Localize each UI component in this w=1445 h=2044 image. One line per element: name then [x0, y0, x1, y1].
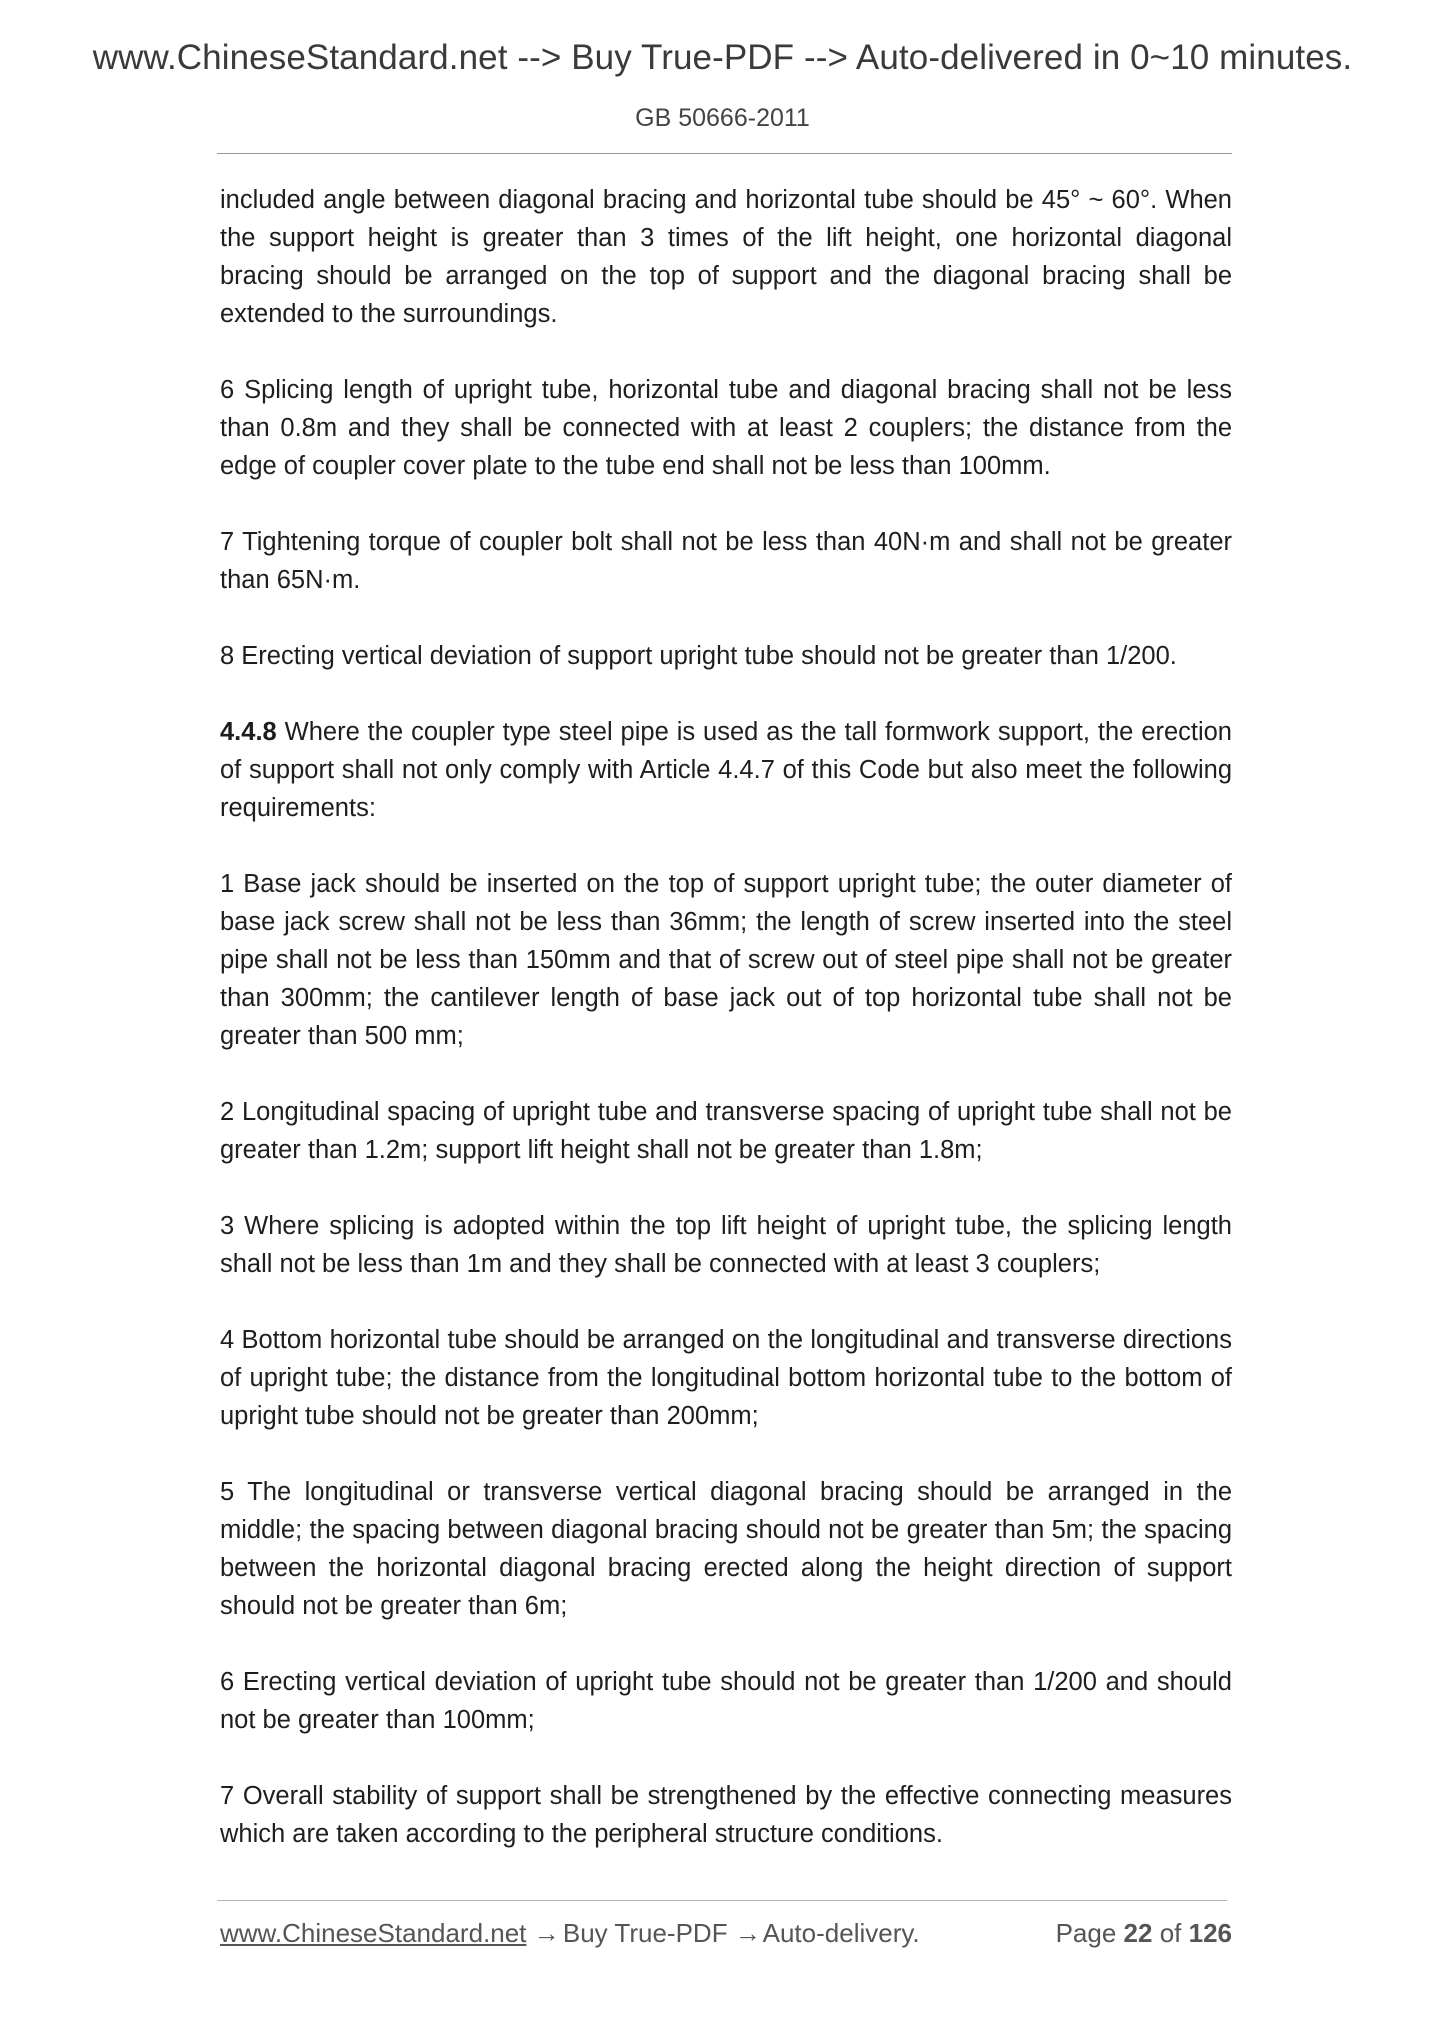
paragraph-item-2-spacing: 2 Longitudinal spacing of upright tube and transverse spacing of upright tube shall not be greater than 1.2m; support lift height shall not be greater than 1.8m;: [220, 1098, 1232, 1164]
paragraph-item-5-diagonal-bracing: 5 The longitudinal or transverse vertical diagonal bracing should be arranged in the middle; the spacing between diagonal bracing should not be greater than 5m; the spacing between the horizontal diagonal bracing erected along the height direction of support should not be greater than 6m;: [220, 1478, 1232, 1620]
paragraph-item-3-splicing: 3 Where splicing is adopted within the top lift height of upright tube, the splicing length shall not be less than 1m and they shall be connected with at least 3 couplers;: [220, 1212, 1232, 1278]
page-label: Page: [1055, 1918, 1117, 1948]
paragraph-item-6-erecting-deviation: 6 Erecting vertical deviation of upright tube should not be greater than 1/200 and should not be greater than 100mm;: [220, 1668, 1232, 1734]
paragraph-item-8-deviation: 8 Erecting vertical deviation of support upright tube should not be greater than 1/200.: [220, 642, 1177, 670]
buy-true-pdf-text: Buy True-PDF: [562, 1918, 728, 1948]
document-body: [220, 181, 1232, 1891]
page-number: 22: [1123, 1918, 1153, 1948]
paragraph-item-6-splicing: 6 Splicing length of upright tube, horizontal tube and diagonal bracing shall not be less than 0.8m and they shall be connected with at least 2 couplers; the distance from the edge of coupler cover plate to the tube end shall not be less than 100mm.: [220, 376, 1232, 480]
paragraph-item-7-torque: 7 Tightening torque of coupler bolt shall not be less than 40N·m and shall not be greater than 65N·m.: [220, 528, 1232, 594]
site-link[interactable]: www.ChineseStandard.net: [220, 1918, 527, 1948]
paragraph-item-7-stability: 7 Overall stability of support shall be strengthened by the effective connecting measures which are taken according to the peripheral structure conditions.: [220, 1782, 1232, 1848]
arrow-right-icon: →: [533, 1918, 560, 1948]
clause-number: 4.4.8: [220, 718, 277, 746]
header-divider: [217, 153, 1232, 154]
footer-links: [220, 1918, 920, 1949]
page-indicator: [1056, 1918, 1232, 1949]
paragraph-continuation: included angle between diagonal bracing and horizontal tube should be 45° ~ 60°. When the support height is greater than 3 times of the lift height, one horizontal diagonal bracing should be arranged on the top of support and the diagonal bracing shall be extended to the surroundings.: [220, 186, 1232, 328]
clause-4-4-8: 4.4.8 Where the coupler type steel pipe is used as the tall formwork support, the erection of support shall not only comply with Article 4.4.7 of this Code but also meet the following requirements:: [220, 718, 1232, 822]
total-pages: 126: [1188, 1918, 1232, 1948]
auto-delivery-text: Auto-delivery.: [762, 1918, 920, 1948]
site-banner: www.ChineseStandard.net --> Buy True-PDF --> Auto-delivered in 0~10 minutes.: [92, 38, 1353, 77]
of-label: of: [1159, 1918, 1182, 1948]
document-code: GB 50666-2011: [635, 104, 810, 132]
page-footer: [220, 1918, 1232, 1958]
paragraph-item-4-bottom-tube: 4 Bottom horizontal tube should be arranged on the longitudinal and transverse directions of upright tube; the distance from the longitudinal bottom horizontal tube to the bottom of upright tube should not be greater than 200mm;: [220, 1326, 1232, 1430]
paragraph-item-1-base-jack: 1 Base jack should be inserted on the top of support upright tube; the outer diameter of base jack screw shall not be less than 36mm; the length of screw inserted into the steel pipe shall not be less than 150mm and that of screw out of steel pipe shall not be greater than 300mm; the cantilever length of base jack out of top horizontal tube shall not be greater than 500 mm;: [220, 870, 1232, 1050]
arrow-right-icon: →: [734, 1918, 761, 1948]
footer-divider: [217, 1900, 1227, 1901]
